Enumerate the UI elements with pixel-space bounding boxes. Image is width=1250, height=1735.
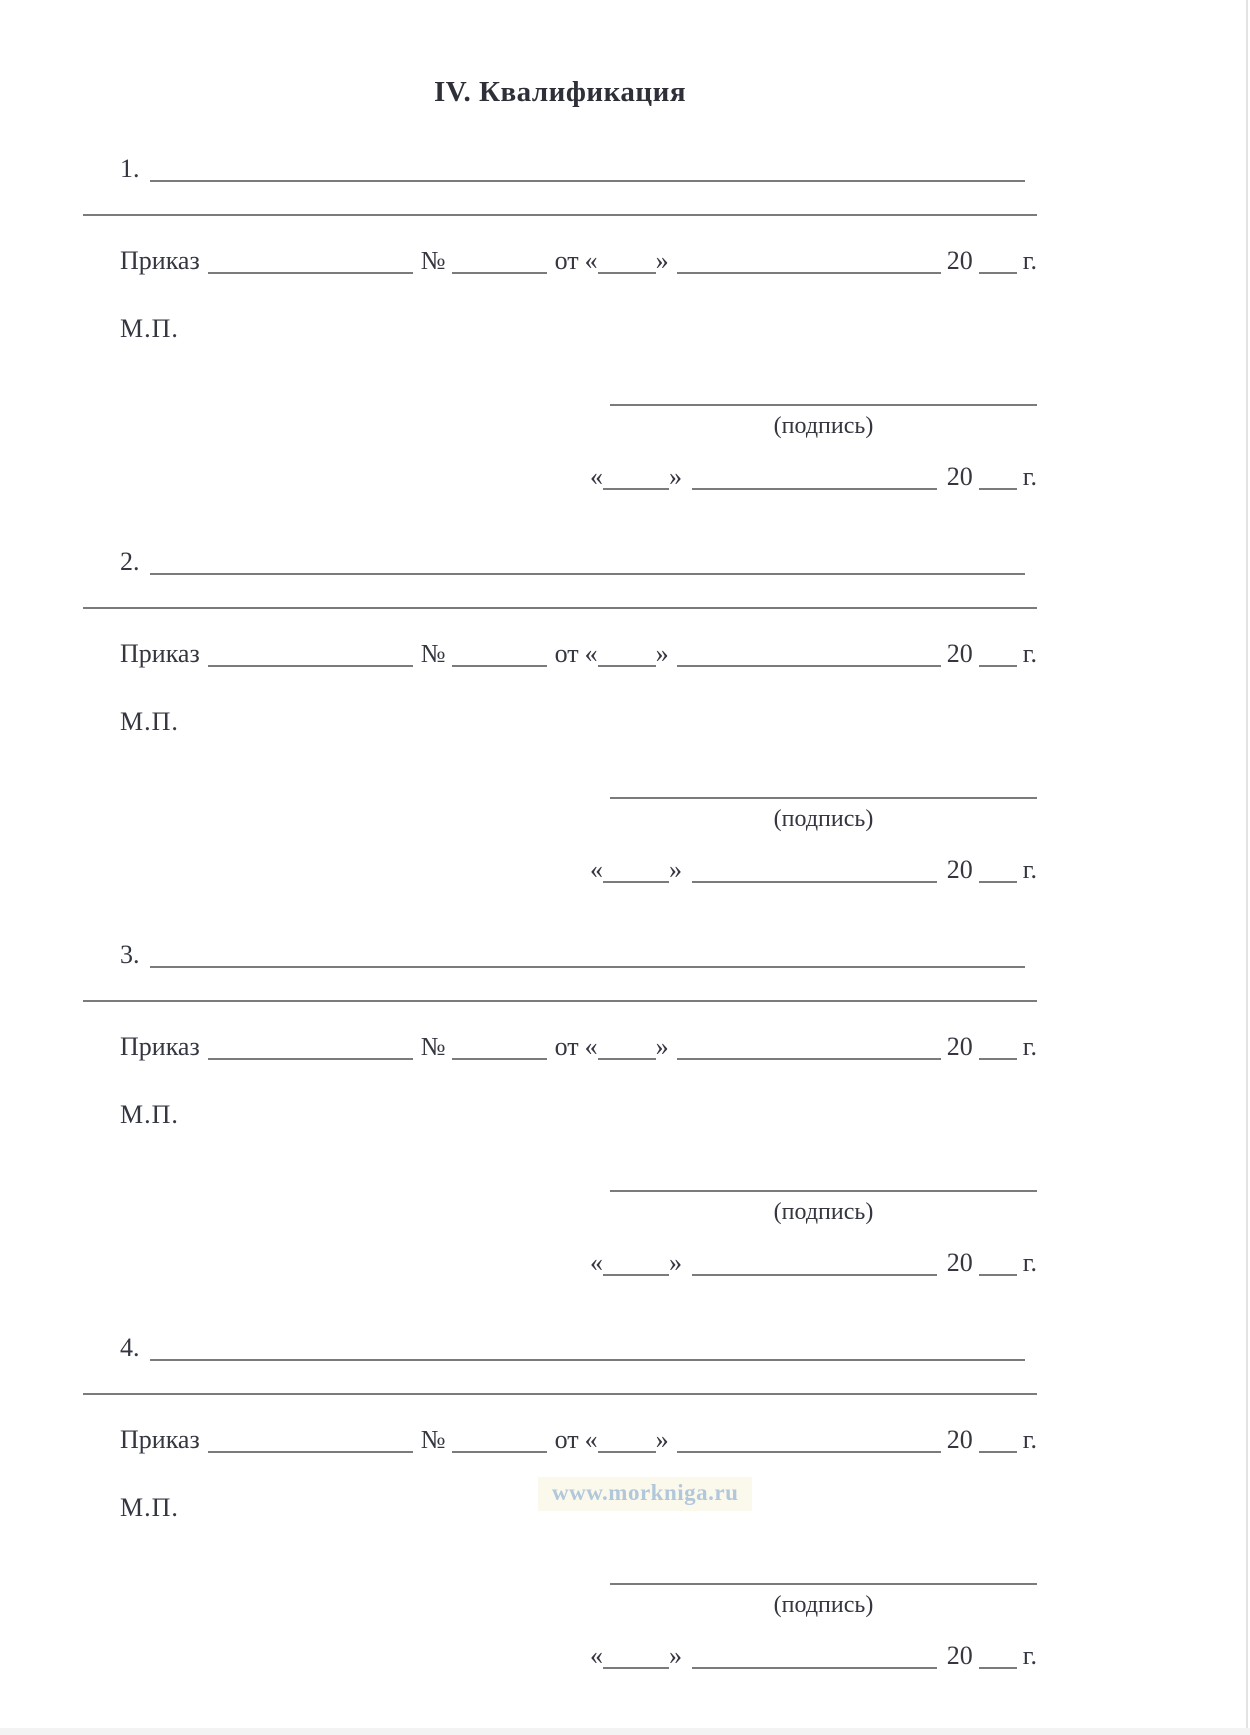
scan-edge-right [1246,0,1248,1735]
year-prefix-label: 20 [946,1248,973,1277]
close-quote-label: » [669,462,682,491]
entry-number: 2. [120,547,140,576]
order-month-blank[interactable] [677,662,941,667]
date-month-blank[interactable] [692,1664,937,1669]
from-label: от [554,1032,579,1061]
date-day-blank[interactable] [603,1271,669,1276]
year-suffix-label: г. [1022,1641,1037,1670]
from-label: от [554,246,579,275]
year-prefix-label: 20 [946,1641,973,1670]
qualification-block-4 [0,1327,1250,1720]
year-prefix-label: 20 [946,462,973,491]
date-year-blank[interactable] [979,1271,1017,1276]
qualification-entry-blank-continued[interactable] [83,607,1037,612]
number-sign-label: № [420,639,446,668]
signature-area [610,1583,1037,1619]
qualification-entry-blank-continued[interactable] [83,1393,1037,1398]
order-name-blank[interactable] [208,269,413,274]
year-prefix-label: 20 [946,246,973,275]
date-year-blank[interactable] [979,1664,1017,1669]
order-number-blank[interactable] [452,269,547,274]
qualification-entry-blank[interactable] [150,570,1026,575]
year-prefix-label: 20 [946,1032,973,1061]
signature-caption: (подпись) [773,806,874,832]
qualification-entry-blank-continued[interactable] [83,1000,1037,1005]
signature-caption: (подпись) [773,1199,874,1225]
order-month-blank[interactable] [677,269,941,274]
section-title: IV. Квалификация [433,76,687,108]
order-year-blank[interactable] [979,1055,1017,1060]
date-day-blank[interactable] [603,485,669,490]
stamp-label: М.П. [120,1493,179,1522]
close-quote-label: » [669,1641,682,1670]
signature-area [610,1190,1037,1226]
order-label: Приказ [120,639,200,668]
open-quote-label: « [584,246,598,275]
date-month-blank[interactable] [692,878,937,883]
close-quote-label: » [655,639,669,668]
qualification-block-3 [0,934,1250,1327]
year-suffix-label: г. [1022,246,1037,275]
year-suffix-label: г. [1022,1248,1037,1277]
order-day-blank[interactable] [598,269,656,274]
open-quote-label: « [590,855,603,884]
order-month-blank[interactable] [677,1055,941,1060]
year-suffix-label: г. [1022,855,1037,884]
signature-caption: (подпись) [773,1592,874,1618]
order-row [120,631,1037,667]
order-label: Приказ [120,1425,200,1454]
order-year-blank[interactable] [979,269,1017,274]
qualification-block-2 [0,541,1250,934]
date-row [590,454,1037,490]
date-month-blank[interactable] [692,1271,937,1276]
qualification-block-1 [0,148,1250,541]
order-name-blank[interactable] [208,662,413,667]
open-quote-label: « [584,1425,598,1454]
open-quote-label: « [584,639,598,668]
scan-edge-bottom [0,1728,1250,1735]
order-label: Приказ [120,1032,200,1061]
order-name-blank[interactable] [208,1055,413,1060]
entry-row [120,541,1025,575]
number-sign-label: № [420,246,446,275]
open-quote-label: « [590,1248,603,1277]
qualification-entry-blank[interactable] [150,1356,1026,1361]
date-month-blank[interactable] [692,485,937,490]
order-month-blank[interactable] [677,1448,941,1453]
signature-area [610,797,1037,833]
year-prefix-label: 20 [946,1425,973,1454]
entry-number: 3. [120,940,140,969]
from-label: от [554,1425,579,1454]
order-year-blank[interactable] [979,662,1017,667]
stamp-label: М.П. [120,1100,179,1129]
signature-area [610,404,1037,440]
date-day-blank[interactable] [603,1664,669,1669]
close-quote-label: » [655,1425,669,1454]
entry-row [120,934,1025,968]
year-suffix-label: г. [1022,639,1037,668]
year-prefix-label: 20 [946,855,973,884]
order-label: Приказ [120,246,200,275]
order-row [120,1024,1037,1060]
from-label: от [554,639,579,668]
order-day-blank[interactable] [598,1448,656,1453]
order-day-blank[interactable] [598,1055,656,1060]
entry-number: 4. [120,1333,140,1362]
stamp-label: М.П. [120,314,179,343]
year-prefix-label: 20 [946,639,973,668]
close-quote-label: » [655,246,669,275]
date-row [590,847,1037,883]
number-sign-label: № [420,1032,446,1061]
order-day-blank[interactable] [598,662,656,667]
year-suffix-label: г. [1022,1425,1037,1454]
open-quote-label: « [590,1641,603,1670]
watermark: www.morkniga.ru [538,1477,752,1511]
order-number-blank[interactable] [452,1055,547,1060]
number-sign-label: № [420,1425,446,1454]
order-number-blank[interactable] [452,1448,547,1453]
qualification-entry-blank[interactable] [150,963,1026,968]
open-quote-label: « [590,462,603,491]
order-number-blank[interactable] [452,662,547,667]
entry-number: 1. [120,154,140,183]
date-row [590,1240,1037,1276]
date-year-blank[interactable] [979,878,1017,883]
close-quote-label: » [655,1032,669,1061]
close-quote-label: » [669,855,682,884]
qualification-entry-blank-continued[interactable] [83,214,1037,219]
order-year-blank[interactable] [979,1448,1017,1453]
stamp-label: М.П. [120,707,179,736]
year-suffix-label: г. [1022,462,1037,491]
year-suffix-label: г. [1022,1032,1037,1061]
date-row [590,1633,1037,1669]
open-quote-label: « [584,1032,598,1061]
entry-row [120,148,1025,182]
signature-caption: (подпись) [773,413,874,439]
date-day-blank[interactable] [603,878,669,883]
qualification-entry-blank[interactable] [150,177,1026,182]
order-name-blank[interactable] [208,1448,413,1453]
order-row [120,1417,1037,1453]
close-quote-label: » [669,1248,682,1277]
order-row [120,238,1037,274]
entry-row [120,1327,1025,1361]
date-year-blank[interactable] [979,485,1017,490]
